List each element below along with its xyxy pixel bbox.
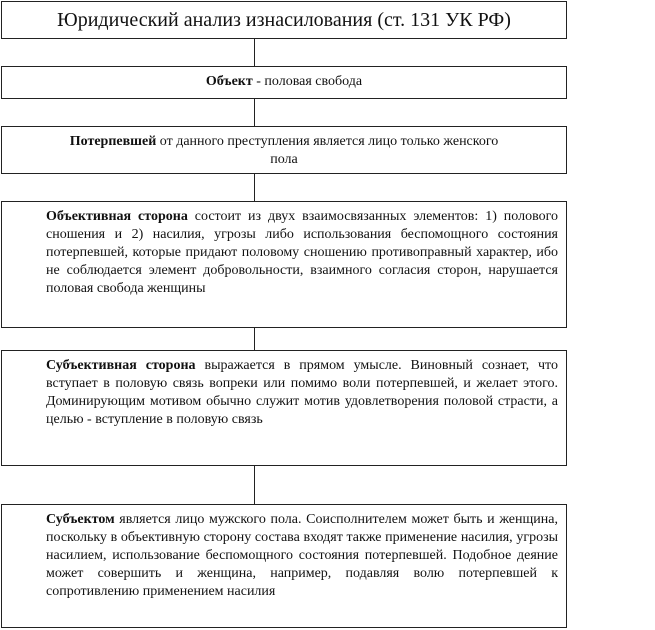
connector-line [254,99,255,126]
object-label: Объект [205,74,253,89]
subjective-side-label: Субъективная сторона [46,358,196,373]
connector-line [254,466,255,504]
title-box [1,1,567,39]
victim-label: Потерпевшей [69,134,157,149]
objective-side-text: состоит из двух взаимосвязанных элементов: 1) полового сношения и 2) насилия, угрозы либо использования беспомощного состояния потерпевшей, которые придают половому сношению противоправный характер, ибо не соблюдается элемент добровольности, взаимного согласия сторон, нарушается половая свобода женщины [46,209,559,296]
subject-paragraph [12,511,558,601]
subjective-side-box [1,350,567,466]
objective-side-label: Объективная сторона [46,209,188,224]
object-text: - половая свобода [252,74,363,89]
objective-side-paragraph [12,208,558,298]
victim-text: от данного преступления является лицо только женского пола [156,134,499,167]
diagram-title: Юридический анализ изнасилования (ст. 131 УК РФ) [57,9,511,31]
connector-line [254,174,255,201]
subject-text: является лицо мужского пола. Соисполнителем может быть и женщина, поскольку в объективную сторону состава входят также применение насилия, угрозы насилием, использование беспомощного состояния потерпевшей. Подобное деяние может совершить и женщина, например, подавляя волю потерпевшей к сопротивлению применением насилия [46,512,558,599]
subject-label: Субъектом [46,512,115,527]
objective-side-box [1,201,567,328]
connector-line [254,328,255,350]
connector-line [254,39,255,66]
victim-box [1,126,567,174]
subjective-side-text: выражается в прямом умысле. Виновный сознает, что вступает в половую связь вопреки или помимо воли потерпевшей, и желает этого. Доминирующим мотивом обычно служит мотив удовлетворения половой страсти, а целью - вступление в половую связь [46,358,558,427]
object-box [1,66,567,99]
subject-box [1,504,567,628]
subjective-side-paragraph [12,357,558,429]
